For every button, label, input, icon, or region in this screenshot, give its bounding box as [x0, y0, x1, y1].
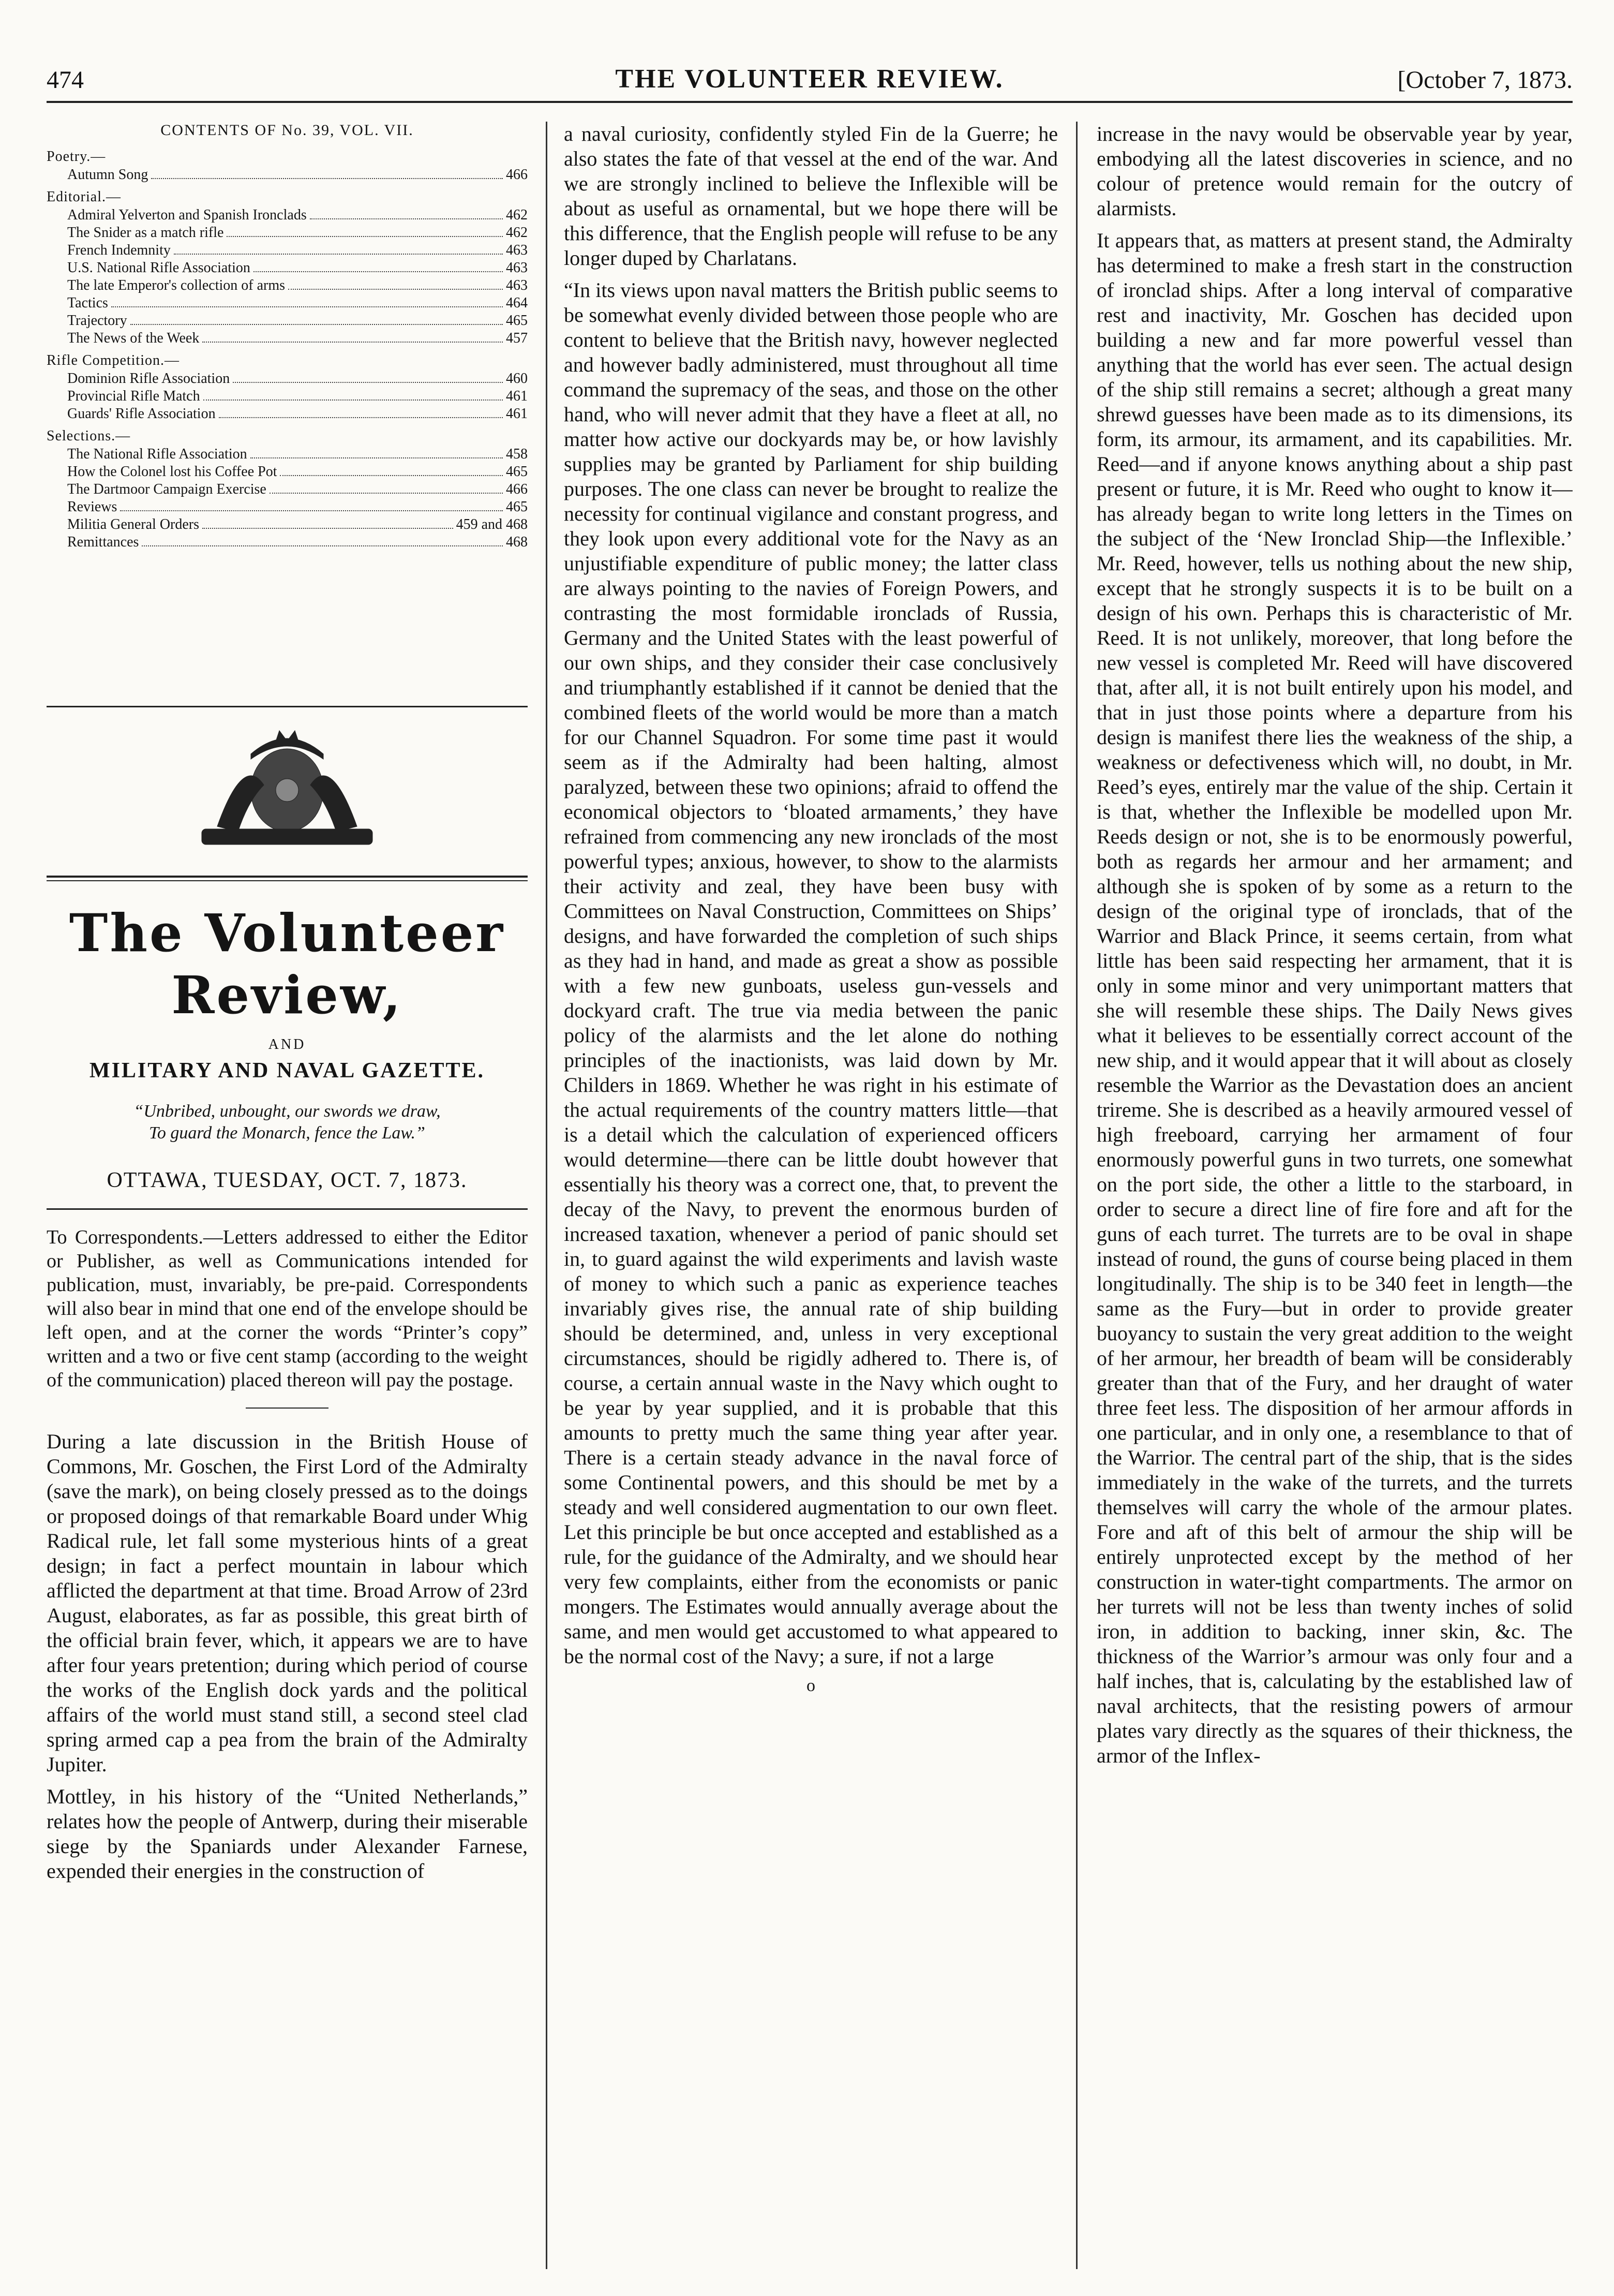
contents-entry-page: 460 [506, 371, 528, 387]
contents-entry-title: The News of the Week [67, 330, 200, 346]
contents-entry-page: 461 [506, 388, 528, 404]
contents-entry [67, 166, 528, 184]
contents-leader-dots [250, 446, 503, 458]
masthead-rule [47, 876, 528, 881]
contents-entry-title: Militia General Orders [67, 516, 200, 532]
contents-entry [67, 312, 528, 330]
contents-leader-dots [130, 312, 503, 325]
contents-leader-dots [203, 388, 503, 401]
contents-leader-dots [111, 294, 503, 307]
contents-leader-dots [227, 224, 503, 237]
column-rule [546, 122, 547, 2269]
article-paragraph: During a late discussion in the British House of Commons, Mr. Goschen, the First Lord of the Admiralty (save the mark), on being closely pressed as to the doings or proposed doings of that remarkable Board under Whig Radical rule, let fall some mysterious hints of a great design; in fact a perfect mountain in labour which afflicted the department at that time. Broad Arrow of 23rd August, elaborates, as far as possible, this great birth of the official brain fever, which, it appears we are to have after four years pretention; during which period of course the works of the English dock yards and the political affairs of the world must stand still, a second steel clad spring armed cap a pea from the brain of the Admiralty Jupiter. [47, 1430, 528, 1776]
column-2 [564, 122, 1058, 2269]
contents-entry-title: The Snider as a match rifle [67, 225, 224, 241]
article-paragraph: increase in the navy would be observable year by year, embodying all the latest discoveries in science, and no colour of pretence would remain for the outcry of alarmists. [1097, 122, 1573, 220]
contents-entry [67, 534, 528, 551]
contents-entry [67, 277, 528, 294]
contents-entry-page: 459 and 468 [456, 516, 528, 532]
royal-arms-emblem-icon [47, 723, 528, 857]
contents-entry [67, 481, 528, 498]
contents-section-heading: Rifle Competition.— [47, 352, 180, 368]
contents-entry-page: 466 [506, 481, 528, 497]
article-paragraph: a naval curiosity, confidently styled Fin de la Guerre; he also states the fate of that vessel at the end of the war. And we are strongly inclined to believe the Inflexible will be about as useful as ornamental, but we hope there will be this difference, that the English people will refuse to be any longer duped by Charlatans. [564, 122, 1058, 270]
contents-entry-title: The Dartmoor Campaign Exercise [67, 481, 266, 497]
article-paragraph: “In its views upon naval matters the British public seems to be somewhat evenly divided between those people who are content to believe that the British navy, however neglected and however badly administered, must throughout all time command the supremacy of the seas, and those on the other hand, who will never admit that they have a fleet at all, no matter how active our dockyards may be, or how lavishly supplies may be granted by Parliament for ship building purposes. The one class can never be brought to realize the necessity for continual vigilance and constant progress, and they look upon every additional vote for the Navy as an unjustifiable expenditure of public money; the latter class are always pointing to the navies of Foreign Powers, and contrasting the most formidable ironclads of Russia, Germany and the United States with the least powerful of our own ships, and they consider their case conclusively and triumphantly established if it cannot be denied that the combined fleets of the world would be more than a match for our Channel Squadron. For some time past it would seem as if the Admiralty had been halting, almost paralyzed, between these two opinions; afraid to offend the economical objectors to ‘bloated armaments,’ they have refrained from commencing any new ironclads of the most powerful types; anxious, however, to show to the alarmists their activity and zeal, they have been busy with Committees on Naval Construction, Committees on Ships’ designs, and have forwarded the completion of such ships as they had in hand, and made as great a show as possible with a few new gunboats, useless gun-vessels and dockyard craft. The true via media between the panic policy of the alarmists and the let alone do nothing principles of the inactionists, was laid down by Mr. Childers in 1869. Whether he was right in his estimate of the actual requirements of the country matters little—that is a detail which the calculation of experienced officers would determine—there can be little doubt however that essentially his theory was a correct one, that, to prevent the decay of the Navy, to prevent the enormous burden of increased taxation, whenever a period of panic should set in, to guard against the wild experiments and lavish waste of money to which such a panic as experience teaches invariably gives rise, the annual rate of ship building should be determined, and, unless in very exceptional circumstances, should be rigidly adhered to. There is, of course, a certain annual waste in the Navy which ought to be year by year supplied, and it is probable that this amounts to pretty much the same thing year after year. There is a certain steady advance in the naval force of some Continental powers, and this should be met by a steady and well considered augmentation to our own fleet. Let this principle be but once accepted and established as a rule, for the guidance of the Admiralty, and we should hear very few complaints, either from the economists or panic mongers. The Estimates would annually average about the same, and men would get accustomed to what appeared to be the normal cost of the Navy; a sure, if not a large [564, 278, 1058, 1668]
contents-title: CONTENTS OF No. 39, VOL. VII. [160, 122, 414, 139]
contents-entry-page: 462 [506, 207, 528, 223]
contents-leader-dots [142, 534, 503, 546]
masthead-dateline: OTTAWA, TUESDAY, OCT. 7, 1873. [47, 1168, 528, 1210]
contents-entry [67, 294, 528, 312]
article-paragraph: It appears that, as matters at present stand, the Admiralty has determined to make a fresh start in the construction of ironclad ships. After a long interval of comparative rest and inactivity, Mr. Goschen has decided upon building a new and far more powerful vessel than anything that the world has ever seen. The actual design of the ship still remains a secret; although a great many shrewd guesses have been made as to its dimensions, its form, its armour, its armament, and its capabilities. Mr. Reed—and if anyone knows anything about a ship past present or future, it is Mr. Reed who ought to know it—has already began to write long letters in the Times on the subject of the ‘New Ironclad Ship—the Inflexible.’ Mr. Reed, however, tells us nothing about the new ship, except that he strongly suspects it is to be built on a design of his own. Perhaps this is characteristic of Mr. Reed. It is not unlikely, moreover, that long before the new vessel is completed Mr. Reed will have discovered that, after all, it is not built entirely upon his model, and that in just those points where a departure from his design is manifest there lies the weakness of the ship, a weakness or defectiveness which will, no doubt, in Mr. Reed’s eyes, entirely mar the value of the ship. Certain it is that, whether the Inflexible be modelled upon Mr. Reeds design or not, she is to be enormously powerful, both as regards her armour and her armament; and although she is spoken of by some as a return to the design of the original type of ironclads, that of the Warrior and Black Prince, it seems certain, from what little has been said respecting her armament, that it is only in some minor and very unimportant matters that she will resemble these ships. The Daily News gives what it believes to be essentially correct account of the new ship, and it would appear that it will about as closely resemble the Warrior as the Devastation does an ancient trireme. She is described as a heavily armoured vessel of high freeboard, carrying her armament of four enormously powerful guns in two turrets, one somewhat on the port side, the other a little to the starboard, in order to secure a direct line of fire fore and aft for the guns of each turret. The turrets are to be oval in shape instead of round, the guns of course being placed in them longitudinally. The ship is to be 340 feet in length—the same as the Fury—but in order to provide greater buoyancy to sustain the very great addition to the weight of her armour, her breadth of beam will be considerably greater than that of the Fury, and her draught of water three feet less. The disposition of her armour affords in one particular, and in only one, a resemblance to that of the Warrior. The central part of the ship, that is the sides immediately in the wake of the turrets, and the turrets themselves will carry the whole of the armour plates. Fore and aft of this belt of armour the ship will be entirely unprotected except by the method of her construction in water-tight compartments. The armor on her turrets will not be less than twenty inches of solid iron, in addition to backing, inner skin, &c. The thickness of the Warrior’s armour was only four and a half inches, that is, calculating by the established law of naval architects, that the resisting powers of armour plates vary directly as the squares of their thickness, the armor of the Inflex- [1097, 229, 1573, 1767]
contents-entry [67, 206, 528, 224]
contents-entry-page: 466 [506, 167, 528, 183]
masthead-and: AND [268, 1036, 306, 1053]
contents-entry [67, 259, 528, 277]
contents-entry [67, 370, 528, 388]
masthead-motto: “Unbribed, unbought, our swords we draw, To guard the Monarch, fence the Law.” [133, 1102, 441, 1143]
contents-leader-dots [174, 242, 503, 255]
article-paragraph: Mottley, in his history of the “United Netherlands,” relates how the people of Antwerp, during their miserable siege by the Spaniards under Alexander Farnese, expended their energies in the construction of [47, 1785, 528, 1883]
contents-leader-dots [270, 481, 503, 494]
contents-entry-title: Admiral Yelverton and Spanish Ironclads [67, 207, 307, 223]
issue-date: [October 7, 1873. [1397, 66, 1573, 94]
contents-entry-page: 458 [506, 446, 528, 462]
contents-entry-title: Tactics [67, 295, 108, 311]
contents-entry [67, 463, 528, 481]
contents-leader-dots [253, 259, 503, 272]
contents-entry [67, 388, 528, 405]
contents-entry-title: Remittances [67, 534, 139, 550]
contents-entry-title: Reviews [67, 499, 117, 515]
contents-section-heading: Poetry.— [47, 149, 106, 165]
contents-entry-page: 465 [506, 499, 528, 515]
contents-entry-title: French Indemnity [67, 242, 171, 258]
contents-leader-dots [120, 498, 503, 511]
contents-entry-page: 462 [506, 225, 528, 241]
contents-entry-page: 461 [506, 406, 528, 422]
contents-entry-title: Dominion Rifle Association [67, 371, 230, 387]
publication-title: THE VOLUNTEER REVIEW. [615, 64, 1004, 94]
contents-entry-page: 463 [506, 277, 528, 293]
contents-entry-page: 465 [506, 464, 528, 480]
contents-entry-title: Guards' Rifle Association [67, 406, 216, 422]
running-header [47, 60, 1573, 103]
column-1 [47, 122, 528, 2269]
contents-entry-title: The late Emperor's collection of arms [67, 277, 285, 293]
column-3 [1097, 122, 1573, 2269]
contents-section-heading: Selections.— [47, 428, 131, 444]
contents-box [47, 122, 528, 707]
contents-leader-dots [219, 405, 503, 418]
contents-entry-title: Autumn Song [67, 167, 148, 183]
contents-entry-title: The National Rifle Association [67, 446, 247, 462]
contents-list [47, 149, 528, 551]
contents-leader-dots [151, 166, 503, 179]
column-footer-mark: o [806, 1676, 815, 1695]
section-divider [246, 1408, 328, 1409]
contents-entry-page: 463 [506, 260, 528, 276]
contents-entry [67, 330, 528, 347]
contents-entry [67, 224, 528, 242]
contents-entry [67, 516, 528, 534]
contents-entry-page: 463 [506, 242, 528, 258]
contents-entry-page: 457 [506, 330, 528, 346]
page-number: 474 [47, 66, 84, 94]
contents-entry-title: Provincial Rifle Match [67, 388, 200, 404]
contents-leader-dots [202, 516, 453, 529]
contents-entry-title: U.S. National Rifle Association [67, 260, 250, 276]
correspondents-notice: To Correspondents.—Letters addressed to either the Editor or Publisher, as well as Communications intended for publication, must, invariably, be pre-paid. Correspondents will also bear in mind that one end of the envelope should be left open, and at the corner the words “Printer’s copy” written and a two or five cent stamp (according to the weight of the communication) placed thereon will pay the postage. [47, 1226, 528, 1391]
contents-leader-dots [233, 370, 503, 383]
contents-entry [67, 242, 528, 259]
contents-leader-dots [280, 463, 503, 476]
column-rule [1076, 122, 1078, 2269]
newspaper-page [47, 60, 1573, 2285]
contents-entry-page: 468 [506, 534, 528, 550]
masthead-subtitle: MILITARY AND NAVAL GAZETTE. [89, 1059, 485, 1083]
contents-entry [67, 446, 528, 463]
contents-entry-title: Trajectory [67, 313, 127, 329]
contents-leader-dots [288, 277, 503, 290]
contents-leader-dots [202, 330, 503, 343]
contents-entry-title: How the Colonel lost his Coffee Pot [67, 464, 277, 480]
contents-leader-dots [310, 206, 503, 219]
contents-entry-page: 464 [506, 295, 528, 311]
contents-entry [67, 405, 528, 423]
contents-entry [67, 498, 528, 516]
contents-section-heading: Editorial.— [47, 189, 121, 205]
contents-entry-page: 465 [506, 313, 528, 329]
masthead-title: The Volunteer Review, [69, 902, 505, 1026]
